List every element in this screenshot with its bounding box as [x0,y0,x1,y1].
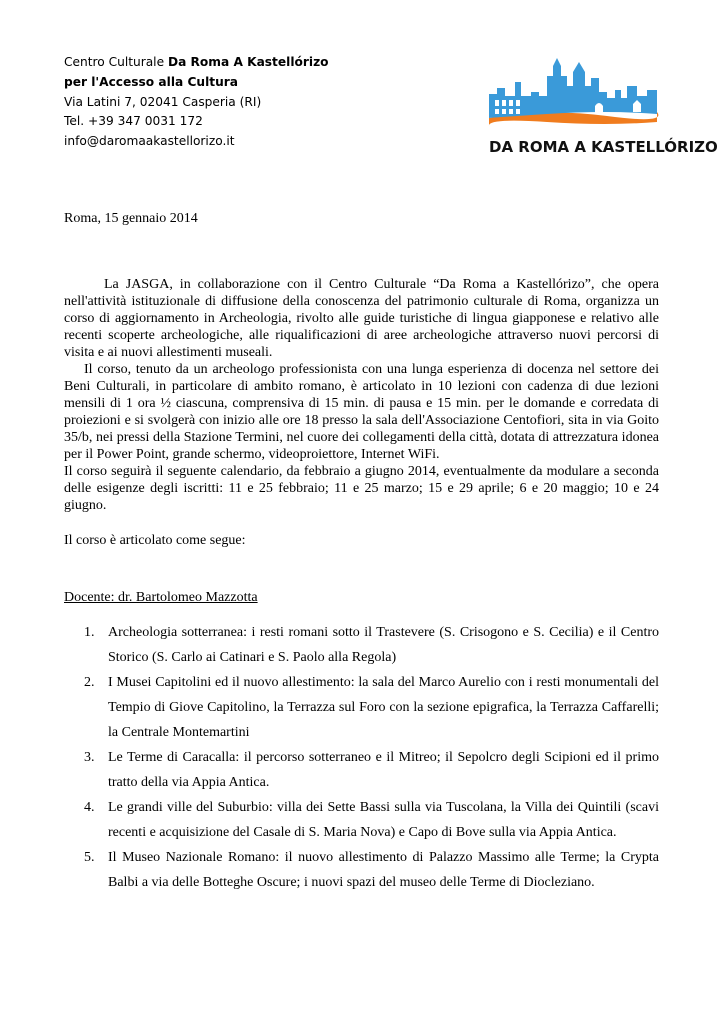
lesson-item [64,845,659,895]
letterhead-email: info@daromaakastellorizo.it [64,134,235,149]
lesson-item [64,670,659,745]
lesson-text: I Musei Capitolini ed il nuovo allestimento: la sala del Marco Aurelio con i resti monumentali del Tempio di Giove Capitolino, la Terrazza sul Foro con la sezione epigrafica, la Terrazza Caffarelli; la Centrale Montemartini [108,675,659,740]
lesson-text: Archeologia sotterranea: i resti romani sotto il Trastevere (S. Crisogono e S. Cecilia) e il Centro Storico (S. Carlo ai Catinari e S. Paolo alla Regola) [108,625,659,665]
letterhead-address: Via Latini 7, 02041 Casperia (RI) [64,94,262,109]
lesson-number: 5. [84,850,95,865]
lesson-number: 4. [84,800,95,815]
letterhead [64,53,384,152]
teacher-heading: Docente: dr. Bartolomeo Mazzotta [64,590,258,605]
lesson-number: 1. [84,625,95,640]
course-structure-intro: Il corso è articolato come segue: [64,533,246,548]
lesson-text: Le Terme di Caracalla: il percorso sotterraneo e il Mitreo; il Sepolcro degli Scipioni ed il primo tratto della via Appia Antica. [108,750,659,790]
paragraph-course: Il corso, tenuto da un archeologo professionista con una lunga esperienza di docenza nel settore dei Beni Culturali, in particolare di ambito romano, è articolato in 10 lezioni con cadenza di due lezioni mensili di 1 ora ½ ciascuna, comprensiva di 15 min. di pausa e 15 min. per le domande e corredata di proiezioni e si svolgerà con inizio alle ore 18 presso la sala dell'Associazione Centofiori, sita in via Goito 35/b, nei pressi della Stazione Termini, nel cuore dei collegamenti della città, dotata di attrezzatura idonea per il Power Point, grande schermo, videoproiettore, Internet WiFi. [64,362,659,462]
letterhead-org-line1 [64,53,384,73]
paragraph-calendar: Il corso seguirà il seguente calendario, da febbraio a giugno 2014, eventualmente da modulare a seconda delle esigenze degli iscritti: 11 e 25 febbraio; 11 e 25 marzo; 15 e 29 aprile; 6 e 20 maggio; 10 e 24 giugno. [64,464,659,513]
letter-date: Roma, 15 gennaio 2014 [64,211,198,226]
lesson-item [64,620,659,670]
lesson-number: 2. [84,675,95,690]
lesson-text: Le grandi ville del Suburbio: villa dei Sette Bassi sulla via Tuscolana, la Villa dei Quintili (scavi recenti e acquisizione del Casale di S. Maria Nova) e Capo di Bove sulla via Appia Antica. [108,800,659,840]
logo-text: DA ROMA A KASTELLÓRIZO [489,138,718,156]
lesson-list [64,620,659,895]
lesson-item [64,745,659,795]
org-prefix: Centro Culturale [64,55,168,69]
roma-skyline-logo-icon [487,52,718,162]
lesson-number: 3. [84,750,95,765]
letterhead-org-line2 [64,73,384,93]
logo [487,52,718,162]
org-name: Da Roma A Kastellórizo [167,55,329,69]
org-subtitle: per l'Accesso alla Cultura [64,74,239,89]
letterhead-phone: Tel. +39 347 0031 172 [64,114,203,129]
paragraph-intro: La JASGA, in collaborazione con il Centro Culturale “Da Roma a Kastellórizo”, che opera nell'attività istituzionale di diffusione della conoscenza del patrimonio culturale di Roma, organizza un corso di aggiornamento in Archeologia, rivolto alle guide turistiche di lingua giapponese e relativo alle recenti scoperte archeologiche, alle riqualificazioni di aree archeologiche attraverso nuovi percorsi di visita e ai nuovi allestimenti museali. [64,277,659,360]
letter-body [64,276,659,514]
lesson-item [64,795,659,845]
lesson-text: Il Museo Nazionale Romano: il nuovo allestimento di Palazzo Massimo alle Terme; la Crypta Balbi a via delle Botteghe Oscure; i nuovi spazi del museo delle Terme di Diocleziano. [108,850,659,890]
